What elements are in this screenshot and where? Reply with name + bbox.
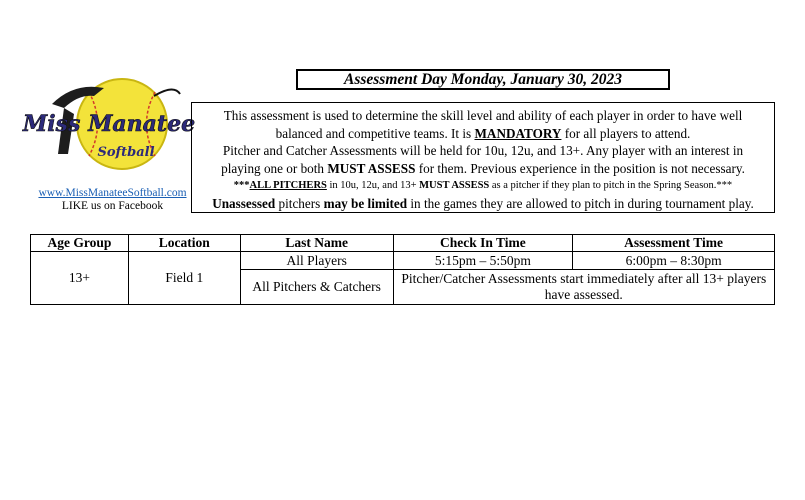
info-box [191,102,775,213]
mandatory-text: MANDATORY [474,125,562,141]
must-assess-text: MUST ASSESS [327,160,416,176]
info-text: *** [233,180,250,192]
last-name-cell: All Pitchers & Catchers [240,270,393,305]
info-text: in 10u, 12u, and 13+ [326,180,420,192]
info-text: for them. Previous experience in the position is not necessary. [415,160,745,176]
age-group-cell: 13+ [31,252,129,305]
all-pitchers-text: ALL PITCHERS [249,180,327,192]
table-header-row [31,235,775,252]
info-line [198,160,768,178]
header-age-group: Age Group [31,235,129,252]
assessment-time-cell: 6:00pm – 8:30pm [573,252,775,270]
must-assess-text: MUST ASSESS [419,180,490,192]
miss-manatee-logo [22,74,196,184]
facebook-text: LIKE us on Facebook [61,200,164,212]
logo-sub-text: Softball [97,145,155,160]
assessment-title: Assessment Day Monday, January 30, 2023 [296,69,670,90]
info-text: as a pitcher if they plan to pitch in the Spring Season.*** [489,180,733,192]
info-line [198,177,768,195]
info-text: pitchers [275,195,324,211]
location-cell: Field 1 [128,252,240,305]
info-text: This assessment is used to determine the skill level and ability of each player in order to have well [223,108,743,123]
info-text: playing one or both [221,160,328,176]
schedule-table [30,234,775,305]
check-in-cell: 5:15pm – 5:50pm [393,252,573,270]
website-link[interactable]: www.MissManateeSoftball.com [38,187,187,199]
info-text: in the games they are allowed to pitch in during tournament play. [407,195,754,211]
info-text: for all players to attend. [561,125,691,141]
info-text: Pitcher and Catcher Assessments will be held for 10u, 12u, and 13+. Any player with an interest in [222,143,744,159]
logo-brand-text: Miss Manatee [22,111,196,137]
info-line [198,107,768,125]
header-assessment-time: Assessment Time [573,235,775,252]
header-location: Location [128,235,240,252]
unassessed-text: Unassessed [212,195,276,211]
pitcher-catcher-note-cell: Pitcher/Catcher Assessments start immediately after all 13+ players have assessed. [393,270,774,305]
info-line [198,195,768,213]
last-name-cell: All Players [240,252,393,270]
softball-logo-graphic [22,74,196,184]
may-be-limited-text: may be limited [323,195,408,211]
header-check-in-time: Check In Time [393,235,573,252]
info-text: balanced and competitive teams. It is [275,125,475,141]
header-last-name: Last Name [240,235,393,252]
table-row [31,252,775,270]
info-line [198,125,768,143]
info-line [198,142,768,160]
